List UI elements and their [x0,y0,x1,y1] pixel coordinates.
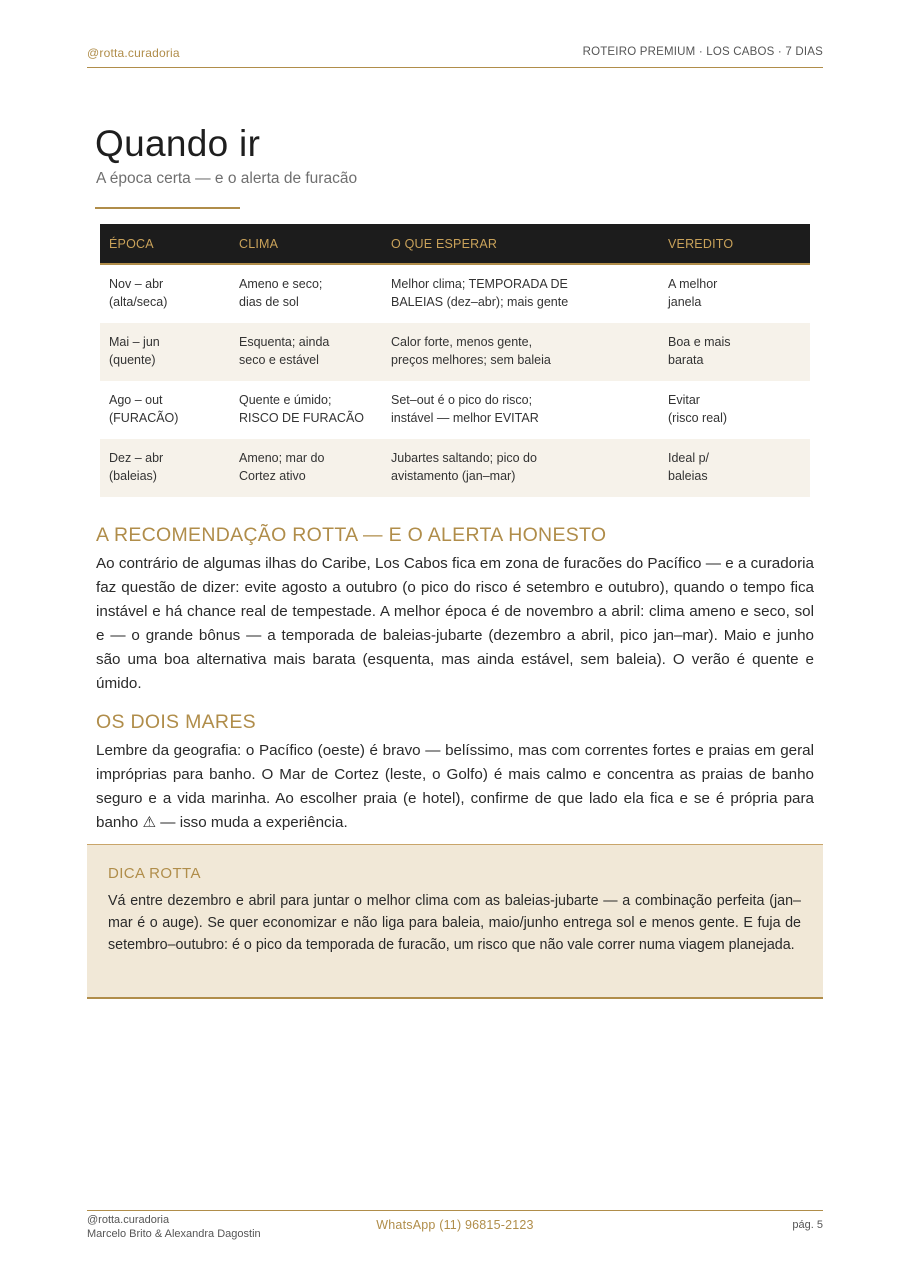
table-row [100,264,810,323]
cell-line: (risco real) [668,411,728,425]
cell-line: Calor forte, menos gente, [391,335,533,349]
cell-line: (FURACÃO) [109,411,179,425]
section-text-two-seas: Lembre da geografia: o Pacífico (oeste) é bravo — belíssimo, mas com correntes fortes e praias em geral impróprias para banho. O Mar de Cortez (leste, o Golfo) é mais calmo e concentra as praias de banho seguro e a vida marinha. Ao escolher praia (e hotel), confirme de que lado ela fica e se é própria para banho ⚠ — isso muda a experiência. [96,742,814,831]
header-doc-title: ROTEIRO PREMIUM · LOS CABOS · 7 DIAS [582,46,823,58]
table-cell [382,323,659,381]
cell-line: (baleias) [109,469,157,483]
cell-line: instável — melhor EVITAR [391,411,539,425]
cell-line: Jubartes saltando; pico do [391,451,537,465]
table-header-cell: CLIMA [230,224,382,264]
table-row [100,381,810,439]
table-row [100,439,810,497]
cell-line: (alta/seca) [109,295,168,309]
cell-line: Melhor clima; TEMPORADA DE [391,277,568,291]
table-cell [230,264,382,323]
footer-whatsapp: WhatsApp (11) 96815-2123 [376,1218,534,1232]
cell-line: Cortez ativo [239,469,306,483]
title-divider [95,207,240,209]
footer-authors: Marcelo Brito & Alexandra Dagostin [87,1228,261,1240]
table-cell [230,381,382,439]
cell-line: barata [668,353,704,367]
cell-line: seco e estável [239,353,319,367]
table-row [100,323,810,381]
cell-line: Set–out é o pico do risco; [391,393,533,407]
cell-line: avistamento (jan–mar) [391,469,516,483]
footer-page-number: pág. 5 [792,1219,823,1231]
header-handle: @rotta.curadoria [87,46,180,60]
table-header-cell: ÉPOCA [100,224,230,264]
cell-line: Ago – out [109,393,163,407]
cell-line: dias de sol [239,295,299,309]
footer-handle: @rotta.curadoria [87,1214,170,1226]
page-footer [87,1210,823,1250]
table-cell [100,264,230,323]
cell-line: Evitar [668,393,700,407]
table-cell [382,381,659,439]
table-cell [659,323,810,381]
cell-line: Quente e úmido; [239,393,332,407]
table-cell [230,323,382,381]
cell-line: A melhor [668,277,718,291]
section-heading-two-seas: OS DOIS MARES [96,711,256,733]
cell-line: Ameno; mar do [239,451,325,465]
cell-line: Boa e mais [668,335,731,349]
cell-line: RISCO DE FURACÃO [239,411,365,425]
cell-line: Mai – jun [109,335,160,349]
cell-line: baleias [668,469,708,483]
section-text-recommendation: Ao contrário de algumas ilhas do Caribe, Los Cabos fica em zona de furacões do Pacífico — e a curadoria faz questão de dizer: evite agosto a outubro (o pico do risco é setembro e outubro), quando o tempo fica instável e há chance real de tempestade. A melhor época é de novembro a abril: clima ameno e seco, sol e — o grande bônus — a temporada de baleias-jubarte (dezembro a abril, pico jan–mar). Maio e junho são uma boa alternativa mais barata (esquenta, mas ainda estável, sem baleia). O verão é quente e úmido. [96,555,814,692]
page-title: Quando ir [95,123,261,164]
cell-line: Nov – abr [109,277,164,291]
cell-line: BALEIAS (dez–abr); mais gente [391,295,569,309]
tip-title: DICA ROTTA [108,865,201,882]
table-cell [659,381,810,439]
table-cell [100,323,230,381]
table-cell [100,439,230,497]
page-subtitle: A época certa — e o alerta de furacão [96,170,358,187]
table-cell [230,439,382,497]
table-header-cell: VEREDITO [659,224,810,264]
table-cell [382,439,659,497]
tip-box [87,844,823,999]
cell-line: Ideal p/ [668,451,710,465]
section-heading-recommendation: A RECOMENDAÇÃO ROTTA — E O ALERTA HONESTO [96,524,607,546]
cell-line: Esquenta; ainda [239,335,330,349]
cell-line: Ameno e seco; [239,277,323,291]
table-cell [382,264,659,323]
cell-line: Dez – abr [109,451,164,465]
table-header-cell: O QUE ESPERAR [382,224,659,264]
cell-line: janela [668,295,702,309]
season-table [100,224,810,497]
page-header [87,46,823,68]
tip-text: Vá entre dezembro e abril para juntar o melhor clima com as baleias-jubarte — a combinação perfeita (jan–mar é o auge). Se quer economizar e não liga para baleia, maio/junho entrega sol e menos gente. E fuja de setembro–outubro: é o pico da temporada de furacão, um risco que não vale correr numa viagem planejada. [108,893,801,953]
table-cell [659,264,810,323]
table-cell [659,439,810,497]
cell-line: (quente) [109,353,156,367]
table-header-row [100,224,810,264]
table-cell [100,381,230,439]
cell-line: preços melhores; sem baleia [391,353,551,367]
